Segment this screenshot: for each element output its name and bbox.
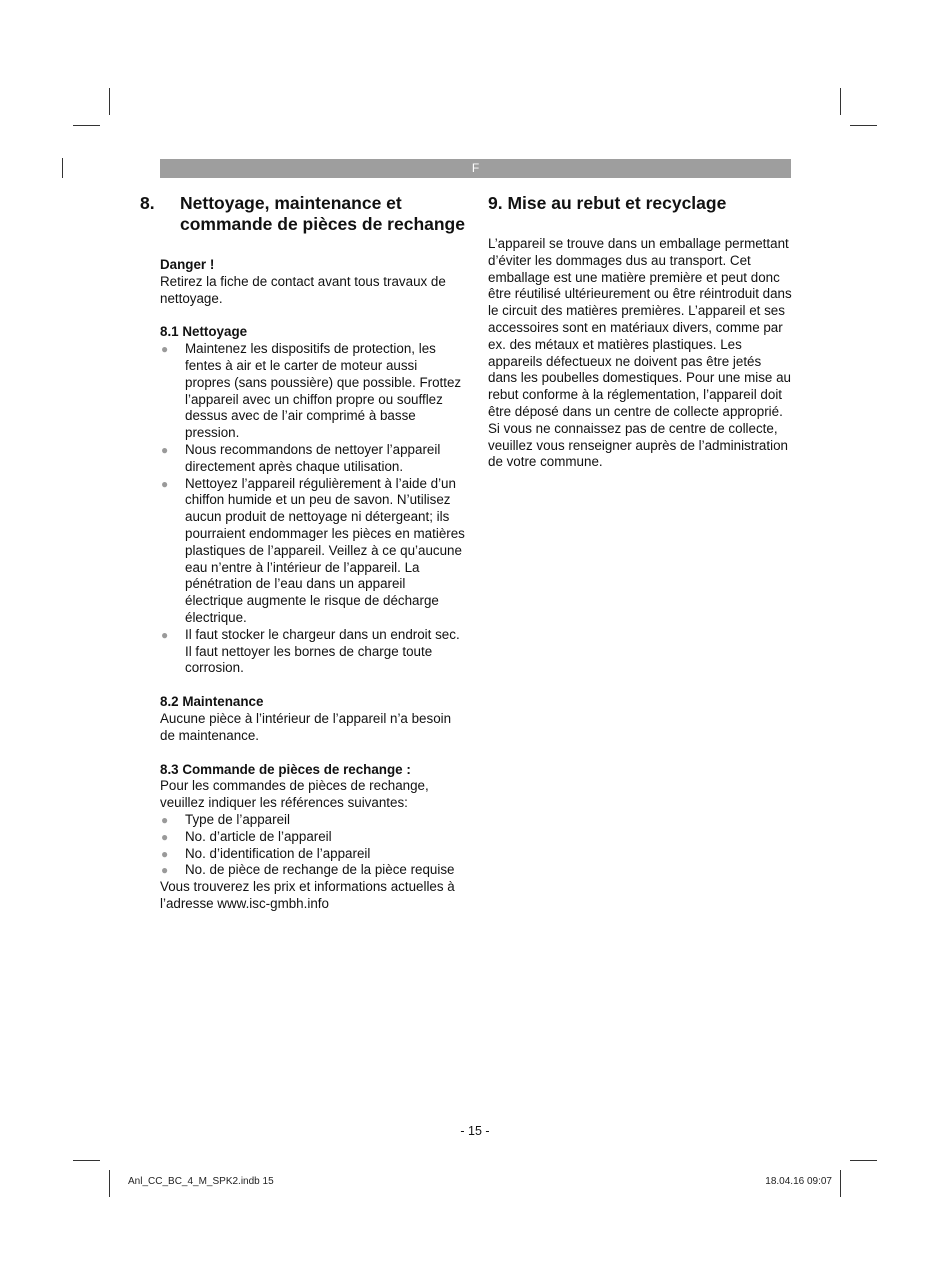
language-tab-label: F: [471, 161, 480, 175]
crop-mark-bottom-left-horizontal: [73, 1160, 100, 1161]
list-item-text: Il faut stocker le chargeur dans un endroit sec. Il faut nettoyer les bornes de charge toute corrosion.: [185, 626, 460, 676]
crop-mark-top-left-horizontal: [73, 125, 100, 126]
list-item-text: No. d’identification de l’appareil: [185, 845, 371, 861]
cleaning-heading: 8.1 Nettoyage: [160, 324, 248, 340]
section-9-title-text: Mise au rebut et recyclage: [507, 193, 727, 213]
bullet-icon: ●: [161, 627, 169, 642]
crop-mark-top-right-horizontal: [850, 125, 877, 126]
maintenance-text: Aucune pièce à l’intérieur de l’appareil n’a besoin de maintenance.: [160, 710, 452, 743]
recycling-text: L’appareil se trouve dans un emballage permettant d’éviter les dommages dus au transport. Cet emballage est une matière première et peut donc être réutilisé ultérieurement ou être réintroduit dans le circuit des matières premières. L’appareil et ses accessoires sont en matériaux divers, comme par ex. des métaux et matières plastiques. Les appareils défectueux ne doivent pas être jetés dans les poubelles domestiques. Pour une mise au rebut conforme à la réglementation, l’appareil doit être déposé dans un centre de collecte approprié. Si vous ne connaissez pas de centre de collecte, veuillez vous renseigner auprès de l’administration de votre commune.: [488, 236, 792, 470]
bullet-icon: ●: [161, 846, 169, 861]
list-item-text: No. d’article de l’appareil: [185, 828, 332, 844]
section-8-title: [140, 193, 465, 235]
spare-parts-heading: 8.3 Commande de pièces de rechange :: [160, 761, 411, 777]
bullet-icon: ●: [161, 342, 169, 357]
list-item-text: Maintenez les dispositifs de protection, les fentes à air et le carter de moteur aussi propres (sans poussière) que possible. Frottez l’appareil avec un chiffon propre ou soufflez dessus avec de l’air comprimé à basse pression.: [185, 341, 462, 441]
footer-date-time: 18.04.16 09:07: [765, 1176, 832, 1187]
danger-text: Retirez la fiche de contact avant tous travaux de nettoyage.: [160, 273, 446, 306]
left-column: [140, 193, 465, 930]
section-9-number: 9.: [488, 193, 503, 213]
crop-mark-bottom-right-vertical: [840, 1170, 841, 1197]
right-column: [488, 193, 793, 471]
bullet-icon: ●: [161, 476, 169, 491]
bullet-icon: ●: [161, 442, 169, 457]
list-item-text: Nous recommandons de nettoyer l’appareil directement après chaque utilisation.: [185, 441, 441, 474]
list-item: [160, 812, 465, 829]
list-item: [160, 341, 465, 442]
crop-mark-bottom-left-vertical: [109, 1170, 110, 1197]
cleaning-list: [160, 341, 465, 677]
list-item: [160, 862, 465, 879]
cleaning-block: [160, 324, 465, 677]
page-number: - 15 -: [460, 1124, 490, 1138]
section-8-number: 8.: [140, 193, 155, 213]
list-item: [160, 442, 465, 476]
list-item: [160, 476, 465, 627]
maintenance-heading: 8.2 Maintenance: [160, 694, 264, 710]
list-item-text: Type de l’appareil: [185, 811, 290, 827]
danger-heading: Danger !: [160, 257, 215, 272]
danger-block: [160, 257, 465, 307]
section-9-title: [488, 193, 793, 214]
spare-parts-list: [160, 812, 465, 879]
language-header-bar: [160, 159, 791, 178]
spare-parts-block: [160, 762, 465, 913]
spare-parts-intro: Pour les commandes de pièces de rechange, veuillez indiquer les références suivantes:: [160, 778, 429, 811]
list-item-text: No. de pièce de rechange de la pièce requise: [185, 862, 455, 878]
footer-file-name: Anl_CC_BC_4_M_SPK2.indb 15: [128, 1176, 274, 1187]
crop-mark-mid-left: [62, 158, 63, 178]
section-8-title-text: Nettoyage, maintenance et commande de pièces de rechange: [180, 193, 465, 234]
list-item: [160, 829, 465, 846]
maintenance-block: [160, 694, 465, 744]
bullet-icon: ●: [161, 829, 169, 844]
crop-mark-top-right-vertical: [840, 88, 841, 115]
bullet-icon: ●: [161, 863, 169, 878]
bullet-icon: ●: [161, 812, 169, 827]
list-item-text: Nettoyez l’appareil régulièrement à l’aide d’un chiffon humide et un peu de savon. N’utilisez aucun produit de nettoyage ni détergeant; ils pourraient endommager les pièces en matières plastiques de l’appareil. Veillez à ce qu’aucune eau n’entre à l’intérieur de l’appareil. La pénétration de l’eau dans un appareil électrique augmente le risque de décharge électrique.: [185, 475, 465, 625]
list-item: [160, 846, 465, 863]
crop-mark-top-left-vertical: [109, 88, 110, 115]
crop-mark-bottom-right-horizontal: [850, 1160, 877, 1161]
spare-parts-outro: Vous trouverez les prix et informations actuelles à l’adresse www.isc-gmbh.info: [160, 879, 455, 911]
list-item: [160, 627, 465, 677]
